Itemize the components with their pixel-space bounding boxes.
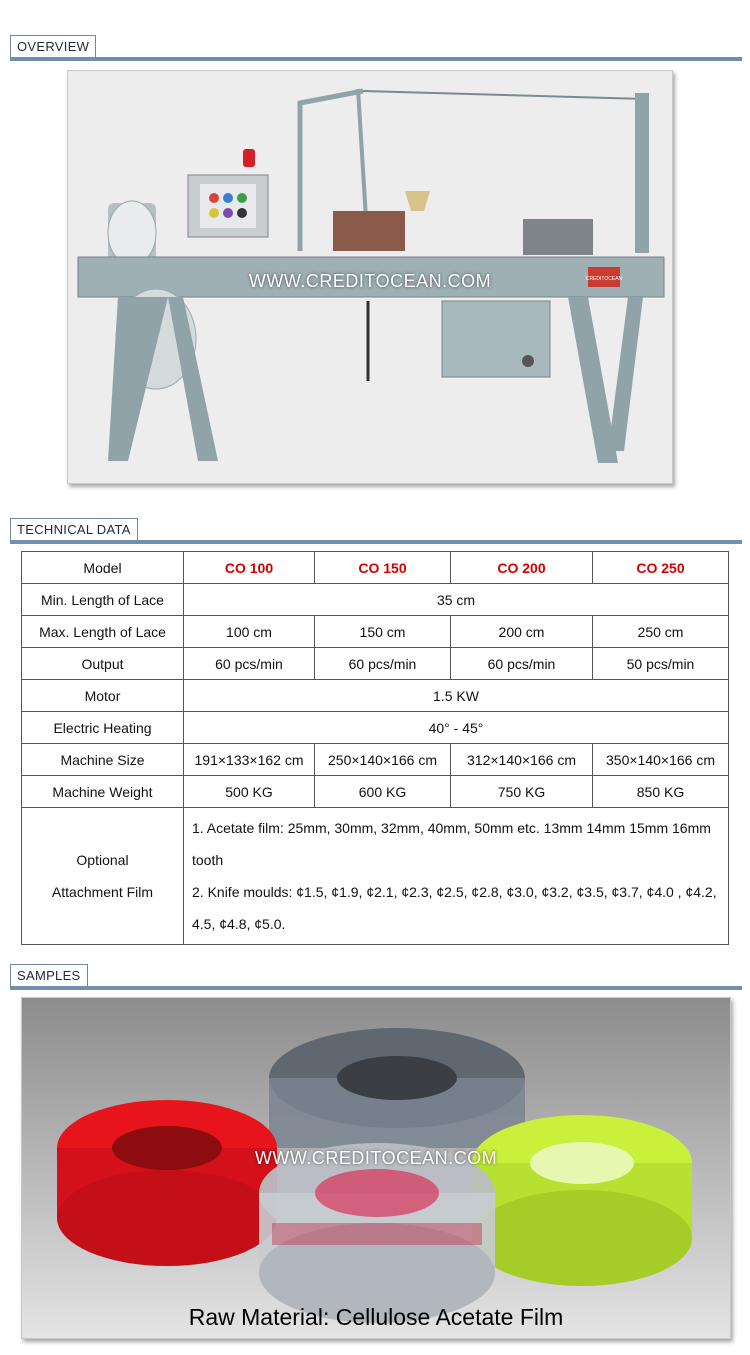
optional-items — [184, 808, 729, 945]
model-co250: CO 250 — [593, 552, 729, 584]
table-row — [22, 776, 729, 808]
row-value: 200 cm — [451, 616, 593, 648]
overview-header — [10, 35, 742, 61]
row-value: 100 cm — [184, 616, 315, 648]
row-value: 350×140×166 cm — [593, 744, 729, 776]
row-value: 600 KG — [315, 776, 451, 808]
table-row — [22, 648, 729, 680]
overview-divider — [10, 57, 742, 61]
optional-item: 1. Acetate film: 25mm, 30mm, 32mm, 40mm, 50mm etc. 13mm 14mm 15mm 16mm tooth — [192, 820, 711, 868]
optional-label — [22, 808, 184, 945]
samples-header — [10, 964, 742, 990]
table-row — [22, 680, 729, 712]
row-value: 850 KG — [593, 776, 729, 808]
row-label: Electric Heating — [22, 712, 184, 744]
table-row — [22, 616, 729, 648]
row-value: 312×140×166 cm — [451, 744, 593, 776]
row-value: 150 cm — [315, 616, 451, 648]
row-value: 40° - 45° — [184, 712, 729, 744]
row-label: Machine Size — [22, 744, 184, 776]
row-label: Output — [22, 648, 184, 680]
row-value: 60 pcs/min — [315, 648, 451, 680]
row-value: 750 KG — [451, 776, 593, 808]
row-value: 50 pcs/min — [593, 648, 729, 680]
technical-header — [10, 518, 742, 544]
model-co150: CO 150 — [315, 552, 451, 584]
panel-sign-text: CREDITOCEAN — [585, 276, 623, 282]
optional-label-line2: Attachment Film — [51, 884, 154, 900]
row-value: 1.5 KW — [184, 680, 729, 712]
row-label: Max. Length of Lace — [22, 616, 184, 648]
row-value: 60 pcs/min — [184, 648, 315, 680]
row-value: 500 KG — [184, 776, 315, 808]
technical-data-table — [21, 551, 729, 945]
row-label: Min. Length of Lace — [22, 584, 184, 616]
samples-title: SAMPLES — [10, 964, 88, 987]
samples-divider — [10, 986, 742, 990]
samples-watermark: WWW.CREDITOCEAN.COM — [254, 1148, 498, 1168]
technical-title: TECHNICAL DATA — [10, 518, 138, 541]
overview-watermark: WWW.CREDITOCEAN.COM — [248, 271, 492, 291]
samples-image — [21, 997, 731, 1339]
overview-title: OVERVIEW — [10, 35, 96, 58]
table-row — [22, 584, 729, 616]
samples-caption: Raw Material: Cellulose Acetate Film — [188, 1304, 564, 1330]
technical-divider — [10, 540, 742, 544]
optional-label-line1: Optional — [76, 852, 129, 868]
table-row — [22, 712, 729, 744]
row-value: 250×140×166 cm — [315, 744, 451, 776]
row-value: 35 cm — [184, 584, 729, 616]
row-value: 60 pcs/min — [451, 648, 593, 680]
row-value: 250 cm — [593, 616, 729, 648]
overview-image — [67, 70, 673, 484]
row-label: Machine Weight — [22, 776, 184, 808]
table-header-row — [22, 552, 729, 584]
row-value: 191×133×162 cm — [184, 744, 315, 776]
optional-item: 2. Knife moulds: ¢1.5, ¢1.9, ¢2.1, ¢2.3, ¢2.5, ¢2.8, ¢3.0, ¢3.2, ¢3.5, ¢3.7, ¢4.0 , ¢4.2, 4.5, ¢4.8, ¢5.0. — [192, 884, 717, 932]
row-label: Motor — [22, 680, 184, 712]
model-header: Model — [22, 552, 184, 584]
optional-row — [22, 808, 729, 945]
model-co200: CO 200 — [451, 552, 593, 584]
table-row — [22, 744, 729, 776]
model-co100: CO 100 — [184, 552, 315, 584]
